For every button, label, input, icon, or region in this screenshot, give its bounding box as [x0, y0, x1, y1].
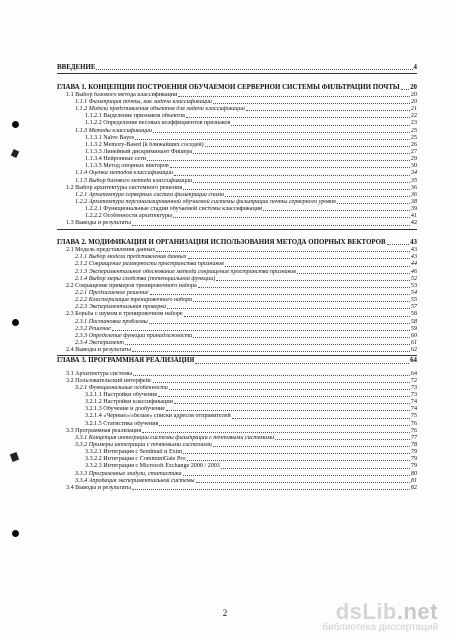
toc-entry	[57, 247, 417, 254]
toc-entry	[57, 192, 417, 199]
toc-entry-title: 3.2.1.1 Настройки обучения	[85, 391, 157, 398]
toc-entry-title: 1.3 Выводы и результаты	[66, 220, 132, 227]
toc-entry	[57, 406, 417, 413]
leader-dots	[193, 301, 410, 302]
toc-entry	[57, 283, 417, 290]
toc-entry-title: 2.2.2 Кластеризация тренировочного набора	[75, 297, 193, 304]
toc-entry	[57, 378, 417, 385]
toc-entry	[57, 199, 417, 206]
toc-entry-title: 3.3.2 Примеры интеграции с почтовыми системами	[75, 441, 212, 448]
toc-entry-page: 26	[410, 141, 417, 148]
leader-dots	[135, 139, 410, 140]
toc-entry-title: ВВЕДЕНИЕ	[57, 64, 96, 71]
toc-entry-title: 1.2.1 Архитектура серверных систем фильтрации спама	[75, 191, 225, 198]
watermark	[322, 599, 438, 633]
leader-dots	[153, 132, 410, 133]
toc-entry-page: 41	[410, 213, 417, 220]
leader-dots	[133, 375, 410, 376]
leader-dots	[169, 389, 410, 390]
toc-entry-page: 60	[410, 332, 417, 339]
toc-entry-page: 79	[410, 463, 417, 470]
toc-entry-title: 2.1 Модель представления данных	[66, 247, 156, 254]
toc-entry-page: 58	[410, 311, 417, 318]
toc-entry-title: 3.1 Архитектура системы	[66, 370, 133, 377]
toc-entry-title: 1.1 Выбор базового метода классификации	[66, 91, 178, 98]
leader-dots	[142, 432, 410, 433]
toc-entry	[57, 163, 417, 170]
page-number: 2	[222, 608, 228, 618]
toc-entry-title: 2.2 Сокращение примеров тренировочного набора	[66, 282, 197, 289]
toc-chapter-entry	[57, 231, 417, 248]
toc-entry-page: 39	[410, 206, 417, 213]
leader-dots	[166, 410, 410, 411]
toc-entry-title: 1.1.2 Модели представления объектов для задачи классификации	[75, 106, 245, 113]
leader-dots	[183, 475, 410, 476]
leader-dots	[221, 468, 410, 469]
leader-dots	[205, 146, 410, 147]
leader-dots	[158, 396, 410, 397]
toc-entry	[57, 220, 417, 227]
toc-entry-title: ГЛАВА 1. КОНЦЕПЦИИ ПОСТРОЕНИЯ ОБУЧАЕМОЙ СЕРВЕРНОЙ СИСТЕМЫ ФИЛЬТРАЦИИ ПОЧТЫ	[57, 83, 400, 91]
leader-dots	[225, 266, 410, 267]
toc-entry-page: 46	[410, 268, 417, 275]
leader-dots	[213, 446, 410, 447]
toc-entry-page: 73	[410, 391, 417, 398]
toc-entry	[57, 392, 417, 399]
toc-entry-page: 36	[410, 191, 417, 198]
leader-dots	[96, 69, 412, 70]
toc-entry-page: 79	[410, 449, 417, 456]
toc-entry-page: 54	[410, 289, 417, 296]
binder-hole-top	[12, 121, 19, 128]
toc-entry	[57, 319, 417, 326]
toc-entry-title: 2.4 Выводы и результаты	[66, 347, 132, 354]
toc-entry-title: 3.3.2.3 Интеграция с Microsoft Exchange 2000 / 2003	[85, 463, 220, 470]
leader-dots	[149, 323, 410, 324]
leader-dots	[297, 273, 410, 274]
toc-entry-title: 3.2.1.5 Статистика обучения	[85, 420, 159, 427]
toc-entry-page: 55	[410, 297, 417, 304]
leader-dots	[196, 482, 410, 483]
leader-dots	[246, 110, 410, 111]
toc-entry-title: 1.2.2 Архитектура персонализированной обучаемой системы фильтрации почты серверного уровня	[75, 198, 336, 205]
toc-entry	[57, 326, 417, 333]
leader-dots	[263, 210, 410, 211]
watermark-caption: библиотека диссертаций	[322, 622, 438, 633]
leader-dots	[193, 153, 410, 154]
toc-entry-title: ГЛАВА 3. ПРОГРАММНАЯ РЕАЛИЗАЦИЯ	[57, 357, 195, 365]
toc-entry-title: 3.3.4 Апробация экспериментальной системы	[75, 477, 195, 484]
toc-entry-page: 59	[410, 325, 417, 332]
toc-entry-title: 3.3.1 Концепция интеграции системы фильтрации с почтовыми системами	[75, 434, 275, 441]
toc-entry	[57, 269, 417, 276]
toc-entry-title: 3.2.1.3 Обучение и дообучение	[85, 406, 166, 413]
toc-entry	[57, 106, 417, 113]
leader-dots	[147, 160, 410, 161]
toc-entry	[57, 297, 417, 304]
toc-entry-title: 2.3.3 Определение функции принадлежности	[75, 332, 193, 339]
toc-entry-page: 22	[410, 113, 417, 120]
toc-chapter-entry	[57, 357, 417, 365]
toc-entry	[57, 170, 417, 177]
toc-entry-title: 3.2 Пользовательский интерфейс	[66, 377, 152, 384]
toc-entry	[57, 213, 417, 220]
toc-entry-page: 62	[410, 347, 417, 354]
chapter-divider	[57, 355, 417, 356]
leader-dots	[132, 351, 410, 352]
toc-entry-title: 3.3.2.1 Интеграция с Sendmail и Exim	[85, 449, 183, 456]
toc-entry-page: 23	[410, 120, 417, 127]
leader-dots	[132, 489, 410, 490]
leader-dots	[337, 203, 410, 204]
binder-hole-middle	[12, 319, 19, 326]
leader-dots	[156, 251, 409, 252]
toc-entry-title: 2.2.1 Предлагаемое решение	[75, 289, 149, 296]
toc-entry-page: 58	[410, 318, 417, 325]
toc-entry-page: 4	[413, 64, 417, 71]
toc-entry	[57, 421, 417, 428]
toc-entry-title: 2.1.1 Выбор модели представления данных	[75, 254, 187, 261]
toc-entry-page: 25	[410, 134, 417, 141]
toc-entry-page: 80	[410, 470, 417, 477]
toc-entry-title: 1.1.3.4 Нейронные сети	[85, 156, 146, 163]
toc-entry	[57, 113, 417, 120]
toc-entry-page: 82	[410, 484, 417, 491]
toc-entry	[57, 485, 417, 492]
toc-entry	[57, 311, 417, 318]
toc-entry-page: 53	[410, 282, 417, 289]
leader-dots	[187, 460, 410, 461]
toc-entry-page: 74	[410, 399, 417, 406]
toc-entry-title: ГЛАВА 2. МОДИФИКАЦИЯ И ОРГАНИЗАЦИЯ ИСПОЛЬЗОВАНИЯ МЕТОДА ОПОРНЫХ ВЕКТОРОВ	[57, 238, 386, 246]
leader-dots	[387, 244, 410, 245]
leader-dots	[132, 225, 410, 226]
toc-entry-title: 3.3 Программная реализация	[66, 427, 142, 434]
toc-entry	[57, 399, 417, 406]
toc-entry-title: 1.2 Выбор архитектуры системного решения	[66, 184, 183, 191]
toc-entry-page: 43	[410, 247, 417, 254]
leader-dots	[173, 217, 410, 218]
toc-entry-title: 3.3.3 Программные модули, статистика	[75, 470, 182, 477]
leader-dots	[174, 175, 410, 176]
toc-entry-title: 3.4 Выводы и результаты	[66, 484, 132, 491]
toc-entry	[57, 276, 417, 283]
leader-dots	[150, 294, 410, 295]
leader-dots	[112, 330, 410, 331]
leader-dots	[225, 196, 410, 197]
leader-dots	[231, 125, 409, 126]
leader-dots	[170, 167, 410, 168]
leader-dots	[153, 382, 410, 383]
toc-entry	[57, 254, 417, 261]
watermark-logo: dsLib.net	[335, 599, 438, 624]
toc-entry	[57, 340, 417, 347]
toc-entry-title: 1.1.3.3 Линейный дискриминант Фишера	[85, 149, 193, 155]
toc-entry-title: 1.1.3 Методы классификации	[75, 127, 152, 134]
table-of-contents	[57, 64, 417, 492]
toc-entry	[57, 120, 417, 127]
toc-entry	[57, 428, 417, 435]
toc-entry	[57, 435, 417, 442]
toc-entry-title: 1.1.4 Оценка методов классификации	[75, 170, 173, 177]
chapter-divider	[57, 229, 417, 230]
toc-entry-page: 21	[410, 106, 417, 113]
leader-dots	[216, 280, 410, 281]
toc-entry-page: 72	[410, 377, 417, 384]
toc-entry-page: 61	[410, 339, 417, 346]
leader-dots	[178, 96, 410, 97]
leader-dots	[232, 418, 410, 419]
toc-entry-page: 77	[410, 434, 417, 441]
toc-entry-page: 76	[410, 427, 417, 434]
toc-entry-page: 30	[410, 163, 417, 170]
toc-entry-title: 1.2.2.1 Функциональные стадии обучаемой системы классификации	[85, 206, 263, 213]
leader-dots	[275, 439, 410, 440]
toc-entry	[57, 185, 417, 192]
toc-entry	[57, 347, 417, 354]
toc-entry-title: 1.1.5 Выбор базового метода классификации	[75, 177, 193, 184]
toc-entry-title: 2.2.3 Экспериментальная проверка	[75, 304, 167, 311]
toc-entry	[57, 471, 417, 478]
toc-entry	[57, 149, 417, 156]
toc-entry-page: 64	[410, 357, 417, 365]
toc-entry-title: 2.3.4 Эксперимент	[75, 339, 124, 346]
toc-entry-page: 38	[410, 198, 417, 205]
toc-entry-page: 34	[410, 170, 417, 177]
toc-entry-page: 36	[410, 184, 417, 191]
leader-dots	[183, 189, 410, 190]
toc-entry	[57, 463, 417, 470]
toc-entry-page: 57	[410, 304, 417, 311]
toc-entry-title: 1.1.1 Фильтрация почты, как задача классификации	[75, 99, 212, 106]
leader-dots	[213, 103, 410, 104]
toc-entry-title: 1.2.2.2 Особенности архитектуры	[85, 213, 173, 220]
leader-dots	[195, 363, 409, 364]
toc-entry-page: 20	[410, 99, 417, 106]
toc-entry-title: 2.3.1 Постановка проблемы	[75, 318, 148, 325]
binder-hole-bottom	[12, 530, 19, 537]
toc-entry-title: 3.2.1 Функциональные особенности	[75, 384, 168, 391]
toc-entry-page: 20	[410, 91, 417, 98]
toc-entry	[57, 206, 417, 213]
ink-mark-2	[10, 452, 19, 462]
ink-mark	[11, 149, 19, 158]
toc-entry-title: 2.1.3 Экспериментальное обоснование метода сокращения пространства признаков	[75, 268, 296, 275]
leader-dots	[193, 182, 410, 183]
toc-entry-page: 42	[410, 220, 417, 227]
leader-dots	[401, 89, 409, 90]
toc-entry-page: 75	[410, 413, 417, 420]
toc-entry-page: 29	[410, 156, 417, 163]
toc-entry-page: 43	[410, 238, 417, 246]
leader-dots	[188, 258, 410, 259]
toc-entry-page: 74	[410, 406, 417, 413]
toc-entry-page: 81	[410, 477, 417, 484]
leader-dots	[159, 425, 410, 426]
toc-entry-page: 78	[410, 441, 417, 448]
toc-entry-page: 20	[410, 83, 417, 91]
toc-entry-title: 2.1.2 Сокращение размерности пространства признаков	[75, 261, 224, 268]
toc-entry	[57, 92, 417, 99]
toc-entry-page: 76	[410, 420, 417, 427]
toc-chapter-entry	[57, 75, 417, 92]
toc-entry-page: 64	[410, 370, 417, 377]
chapter-divider	[57, 73, 417, 74]
toc-entry	[57, 456, 417, 463]
leader-dots	[167, 308, 410, 309]
toc-entry	[57, 449, 417, 456]
toc-entry	[57, 304, 417, 311]
toc-entry	[57, 478, 417, 485]
toc-entry-page: 44	[410, 261, 417, 268]
toc-entry	[57, 142, 417, 149]
leader-dots	[186, 117, 410, 118]
leader-dots	[193, 337, 410, 338]
toc-entry	[57, 333, 417, 340]
toc-entry-title: 2.1.4 Выбор меры сходства (потенциальной функции)	[75, 275, 216, 282]
toc-entry	[57, 178, 417, 185]
toc-entry-page: 27	[410, 149, 417, 155]
toc-entry	[57, 442, 417, 449]
toc-entry-page: 73	[410, 384, 417, 391]
toc-entry-page: 79	[410, 456, 417, 463]
toc-entry-title: 3.3.2.2 Интеграция с CommuniGate Pro	[85, 456, 186, 463]
toc-entry-title: 2.3.2 Решение	[75, 325, 111, 332]
toc-entry-title: 1.1.3.2 Memory-Based (k ближайших соседей)	[85, 141, 204, 148]
toc-entry-title: 3.2.1.2 Настройки классификации	[85, 399, 173, 406]
toc-entry-page: 43	[410, 254, 417, 261]
toc-entry	[57, 290, 417, 297]
leader-dots	[184, 316, 410, 317]
leader-dots	[125, 344, 410, 345]
toc-entry-page: 35	[410, 177, 417, 184]
toc-entry-title: 1.1.2.1 Выделение признаков объектов	[85, 113, 186, 120]
toc-entry	[57, 99, 417, 106]
toc-entry-title: 3.2.1.4 «Черные»/«белые» списки адресов отправителей	[85, 413, 231, 420]
leader-dots	[183, 453, 410, 454]
toc-entry-title: 1.1.3.5 Метод опорных векторов	[85, 163, 169, 170]
toc-entry	[57, 385, 417, 392]
toc-entry-page: 25	[410, 127, 417, 134]
toc-entry	[57, 135, 417, 142]
toc-chapter-entry	[57, 64, 417, 72]
toc-entry	[57, 413, 417, 420]
toc-entry-page: 52	[410, 275, 417, 282]
leader-dots	[198, 287, 410, 288]
toc-entry-title: 2.3 Борьба с шумом в тренировочном наборе	[66, 311, 183, 318]
toc-entry	[57, 156, 417, 163]
toc-entry	[57, 261, 417, 268]
toc-entry	[57, 371, 417, 378]
toc-entry	[57, 128, 417, 135]
leader-dots	[174, 403, 410, 404]
toc-entry-title: 1.1.2.2 Определение весовых коэффициентов признаков	[85, 120, 231, 127]
toc-entry-title: 1.1.3.1 Naïve Bayes	[85, 134, 135, 141]
